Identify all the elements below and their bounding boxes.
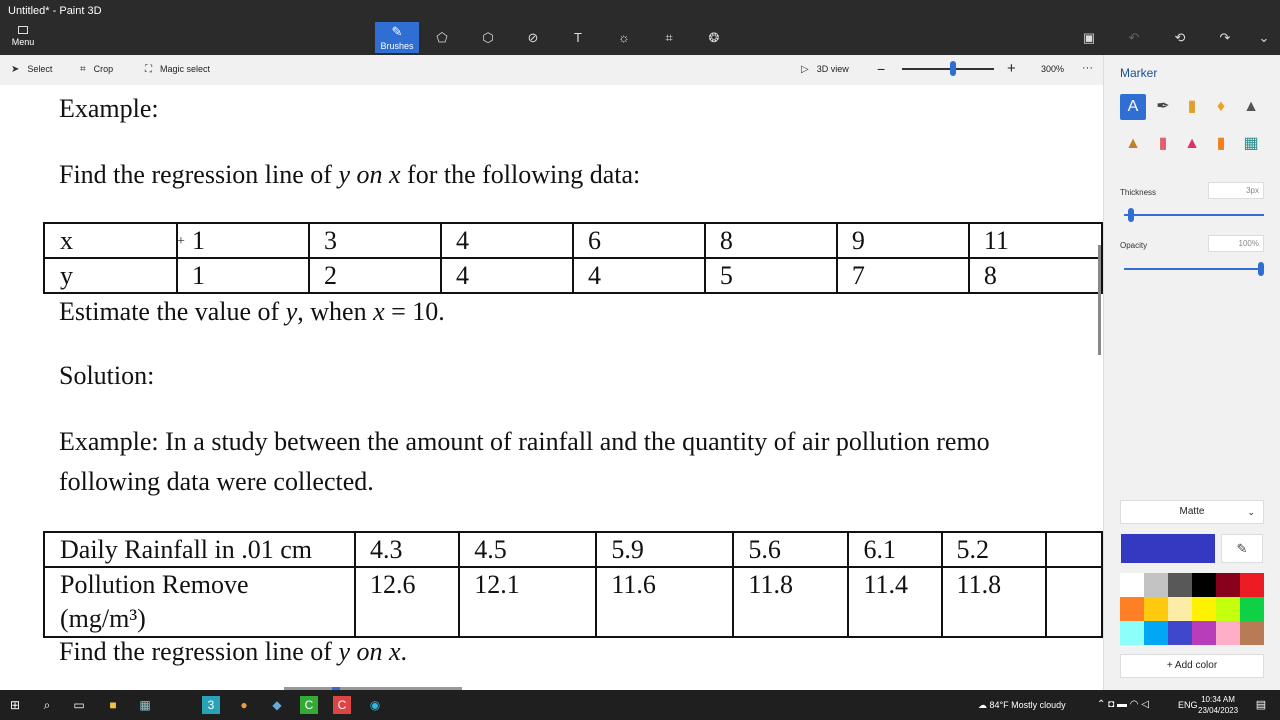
text-icon: T [574,30,582,45]
paste-button[interactable] [1071,22,1107,53]
canvas-icon: ⌗ [665,30,673,45]
solution-heading: Solution: [59,361,155,390]
opacity-slider-track[interactable] [1124,268,1264,270]
add-color-button[interactable] [1120,654,1264,678]
color-swatch[interactable] [1192,597,1216,621]
crop-icon: ⌗ [80,64,86,75]
text-tool[interactable] [556,22,600,53]
redo-button[interactable] [1207,22,1243,53]
color-swatch[interactable] [1168,597,1192,621]
table-cell: 6.1 [848,532,941,567]
3d-shapes-tool[interactable] [466,22,510,53]
table-cell [1046,567,1102,637]
volume-icon: ◁ [1141,699,1149,710]
sub-toolbar [0,55,1280,85]
top-toolbar [0,22,1280,55]
pencil-brush[interactable] [1120,131,1146,157]
cursor-icon: ➤ [11,64,20,75]
window-title: Untitled* - Paint 3D [8,5,102,17]
opacity-field[interactable]: 100% [1208,235,1264,252]
table-cell: 7 [837,258,969,293]
table-row [44,258,1102,293]
table-cell: 5.9 [596,532,733,567]
oil-brush-icon: ▮ [1187,98,1197,115]
color-swatch[interactable] [1192,573,1216,597]
task1-part-a: Find the regression line of [59,160,339,189]
estimate-y: y [285,297,298,326]
crayon-icon: ▲ [1184,135,1200,152]
opacity-label: Opacity [1120,241,1148,250]
3d-shapes-icon: ⬡ [482,30,494,45]
undo-icon: ↶ [1128,30,1140,45]
add-color-label: Add color [1174,660,1218,671]
color-swatch[interactable] [1240,597,1264,621]
crop-button[interactable] [80,64,113,75]
task2-part-a: Find the regression line of [59,637,339,666]
zoom-value: 300% [1041,64,1065,74]
magic-select-icon: ⛶ [145,64,152,75]
task2-text [59,637,407,667]
table-cell: 12.1 [459,567,596,637]
plus-icon: + [1007,60,1016,77]
edge-icon[interactable]: ◉ [369,698,381,712]
table-cell: 5 [705,258,837,293]
2d-shapes-icon: ⬠ [436,30,448,45]
expand-button[interactable] [1246,22,1280,53]
thickness-label: Thickness [1120,188,1157,197]
menu-folder-icon [18,26,28,34]
minus-icon: − [877,61,886,77]
crayon-brush[interactable] [1179,131,1205,157]
color-swatch[interactable] [1120,573,1144,597]
magic-select-label: Magic select [160,64,211,74]
eraser-icon: ▮ [1158,135,1168,152]
chevron-down-icon: ⌄ [1258,30,1270,45]
table-cell: 11.6 [596,567,733,637]
color-swatch[interactable] [1216,573,1240,597]
brushes-label: Brushes [380,41,414,51]
plus-icon: + [1166,660,1175,671]
3d-view-button[interactable] [801,64,849,75]
table-cell: Daily Rainfall in .01 cm [44,532,355,567]
3d-view-label: 3D view [816,64,849,74]
table-cell: 5.2 [942,532,1046,567]
marker-icon: A [1127,98,1139,115]
clock-time: 10:34 AM [1201,695,1235,704]
table-cell: 8 [705,223,837,258]
zoom-in-button[interactable] [1007,60,1016,77]
spray-can-brush[interactable] [1208,131,1234,157]
redo-icon: ↷ [1219,30,1231,45]
table-cell: 4 [441,223,573,258]
color-swatch[interactable] [1240,621,1264,645]
spray-can-icon: ▮ [1216,135,1226,152]
fill-tool[interactable] [1238,131,1264,157]
task2-variable: y on x [338,637,401,666]
language-indicator[interactable]: ENG [1178,700,1198,710]
history-button[interactable] [1162,22,1198,53]
table-cell: 11.8 [733,567,848,637]
zoom-slider-thumb[interactable] [950,61,956,76]
watercolor-icon: ♦ [1216,98,1226,115]
weather-desc: Mostly cloudy [1011,700,1066,710]
pixel-pen-icon: ▲ [1243,98,1259,115]
more-icon: ··· [1082,62,1093,74]
current-color-swatch[interactable] [1121,534,1215,563]
wifi-icon: ◠ [1129,699,1139,710]
table-cell: 4 [573,258,705,293]
app-3-icon[interactable]: 3 [202,696,220,714]
windows-icon[interactable]: ⊞ [9,698,21,712]
calligraphy-pen-brush[interactable] [1150,94,1176,120]
chrome-icon[interactable]: ● [240,698,248,712]
stickers-tool[interactable] [511,22,555,53]
finish-value: Matte [1179,506,1205,517]
color-swatch[interactable] [1120,597,1144,621]
color-swatch[interactable] [1192,621,1216,645]
table-cell: y [44,258,177,293]
color-swatch[interactable] [1120,621,1144,645]
3d-view-icon: ▷ [801,64,809,75]
3d-library-icon: ❂ [708,30,720,45]
thickness-slider-thumb[interactable] [1128,208,1134,222]
task1-text [59,160,640,190]
finish-dropdown[interactable] [1120,500,1264,524]
table-cell: 12.6 [355,567,459,637]
table-cell: 11.4 [848,567,941,637]
select-button[interactable] [11,64,52,75]
tray-icons[interactable] [1097,690,1149,720]
magic-select-button[interactable] [145,64,210,75]
file-explorer-icon[interactable]: ■ [109,698,117,712]
estimate-part-b: , when [297,297,374,326]
network-icon: ▬ [1117,699,1127,710]
opacity-slider-thumb[interactable] [1258,262,1264,276]
3d-library-tool[interactable] [692,22,736,53]
estimate-text [59,297,445,327]
table-cell: 8 [969,258,1102,293]
pollution-unit: (mg/m³) [60,604,146,633]
table-cell: 4.5 [459,532,596,567]
table-cell: 4 [441,258,573,293]
paste-icon: ▣ [1082,30,1096,45]
table-row [44,567,1102,637]
table-row [44,532,1102,567]
crosshair-cursor-icon: + [177,234,185,249]
select-label: Select [27,64,53,74]
taskbar [0,690,1280,720]
canvas-tool[interactable] [647,22,691,53]
effects-tool[interactable] [602,22,646,53]
panel-title: Marker [1120,66,1158,80]
example2-line2: following data were collected. [59,467,374,496]
pollution-label: Pollution Remove [60,570,249,599]
crop-label: Crop [93,64,114,74]
weather-widget[interactable] [978,690,1066,720]
color-swatch[interactable] [1144,621,1168,645]
undo-button[interactable] [1116,22,1152,53]
brush-icon: ✎ [391,24,403,39]
zoom-out-button[interactable] [877,61,885,77]
marker-brush[interactable] [1120,94,1146,120]
eyedropper-icon: ✎ [1236,541,1248,556]
calligraphy-pen-icon: ✒ [1156,98,1170,115]
eyedropper-button[interactable] [1221,534,1263,563]
task-view-icon[interactable]: ▭ [73,698,85,712]
table-cell: 4.3 [355,532,459,567]
color-swatch[interactable] [1216,621,1240,645]
search-icon[interactable]: ⌕ [43,698,51,712]
canvas[interactable] [0,85,1103,689]
color-swatch[interactable] [1168,573,1192,597]
history-icon: ⟲ [1174,30,1186,45]
menu-label: Menu [11,37,35,47]
data-table-1 [43,222,1103,294]
table-row [44,223,1102,258]
example-heading: Example: [59,94,159,123]
thickness-field[interactable]: 3px [1208,182,1264,199]
notifications-icon[interactable]: ▤ [1255,699,1267,711]
chevron-up-icon: ⌃ [1097,699,1106,710]
table-cell [44,567,355,637]
effects-icon: ☼ [618,30,630,45]
table-cell: 1 [177,223,309,258]
table-cell: 11 [969,223,1102,258]
weather-temp: 84°F [989,700,1009,710]
table-cell: 3 [309,223,441,258]
table-cell: 5.6 [733,532,848,567]
table-cell: 6 [573,223,705,258]
stickers-icon: ⊘ [527,30,539,45]
chevron-down-icon: ⌄ [1247,507,1255,517]
pixel-pen-brush[interactable] [1238,94,1264,120]
thickness-slider-track[interactable] [1124,214,1264,216]
estimate-x: x [373,297,385,326]
zoom-level[interactable] [1041,64,1064,74]
table-cell: 1 [177,258,309,293]
color-swatch[interactable] [1168,621,1192,645]
camtasia-green-icon[interactable]: C [300,696,318,714]
table-cell: 2 [309,258,441,293]
2d-shapes-tool[interactable] [420,22,464,53]
calculator-icon[interactable]: ▦ [139,698,151,712]
task1-variable: y on x [338,160,401,189]
pencil-icon: ▲ [1125,135,1141,152]
eraser-tool[interactable] [1150,131,1176,157]
clock[interactable] [1198,694,1238,716]
color-swatch[interactable] [1144,573,1168,597]
fill-icon: ▦ [1243,135,1259,152]
table-cell [1046,532,1102,567]
brushes-tool[interactable] [375,22,419,53]
watercolor-brush[interactable] [1208,94,1234,120]
estimate-part-a: Estimate the value of [59,297,286,326]
meet-icon: ◘ [1108,699,1115,710]
table-cell: 9 [837,223,969,258]
data-table-2 [43,531,1103,638]
title-bar [0,0,1280,22]
task2-part-b: . [400,637,408,666]
menu-button[interactable] [8,24,38,52]
clock-date: 23/04/2023 [1198,706,1239,715]
oil-brush[interactable] [1179,94,1205,120]
color-swatch[interactable] [1240,573,1264,597]
camtasia-red-icon[interactable]: C [333,696,351,714]
zoom-slider-track[interactable] [902,68,994,70]
estimate-part-c: = 10. [384,297,445,326]
table-cell: 11.8 [942,567,1046,637]
cloud-icon: ☁ [978,700,990,710]
vertical-scrollbar[interactable] [1098,245,1101,355]
paint3d-icon[interactable]: ◆ [272,698,282,712]
color-swatch[interactable] [1216,597,1240,621]
table-cell: x [44,223,177,258]
more-button[interactable] [1082,62,1093,74]
task1-part-b: for the following data: [400,160,641,189]
color-swatch[interactable] [1144,597,1168,621]
example2-line1: Example: In a study between the amount of rainfall and the quantity of air pollution remo [59,427,990,456]
